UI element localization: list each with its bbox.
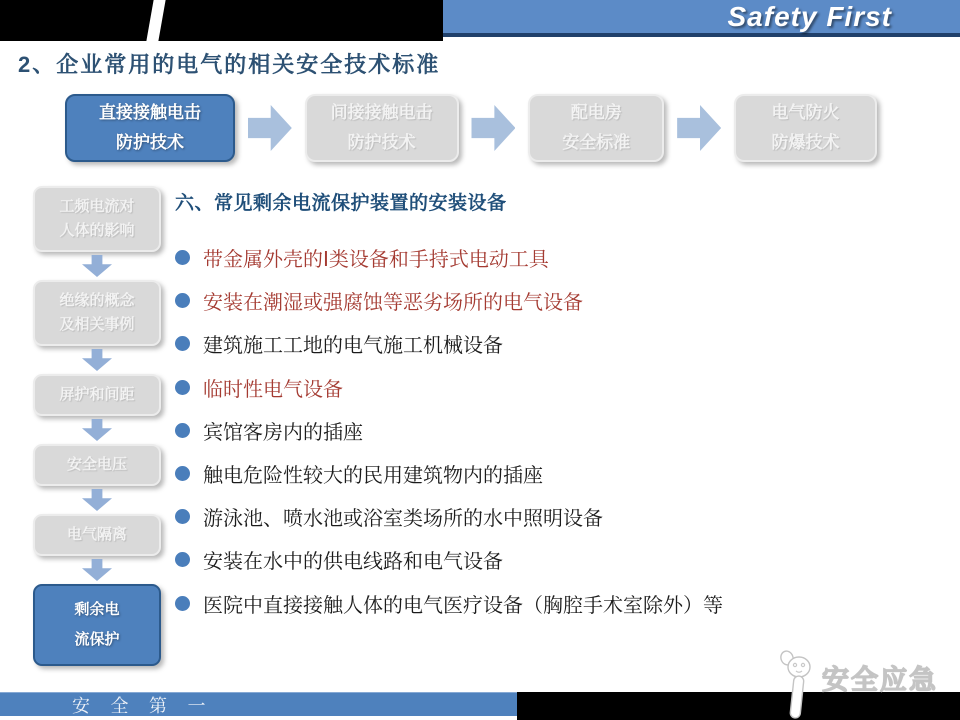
bullet-item bbox=[175, 495, 950, 538]
arrow-down-icon bbox=[82, 559, 112, 581]
flow-step-label: 间接接触电击 bbox=[330, 103, 433, 123]
brand-text: Safety First bbox=[727, 0, 892, 32]
sidebar-item-label: 工频电流对 bbox=[59, 198, 135, 215]
bullet-text: 游泳池、喷水池或浴室类场所的水中照明设备 bbox=[203, 508, 603, 531]
bullet-dot-icon bbox=[175, 596, 190, 611]
bullet-item bbox=[175, 409, 950, 452]
flow-nav bbox=[65, 94, 877, 162]
bullet-item bbox=[175, 279, 950, 322]
bullet-dot-icon bbox=[175, 250, 190, 265]
sidebar-item-label: 屏护和间距 bbox=[59, 386, 135, 403]
flow-step-label: 安全标准 bbox=[562, 133, 631, 152]
bullet-item bbox=[175, 538, 950, 581]
bullet-dot-icon bbox=[175, 423, 190, 438]
bullet-dot-icon bbox=[175, 552, 190, 567]
flow-step-label: 防护技术 bbox=[347, 133, 416, 152]
flow-step-label: 电气防火 bbox=[771, 103, 840, 123]
flow-step-fire-explosion-protection[interactable] bbox=[734, 94, 877, 162]
sidebar-item-safety-voltage[interactable] bbox=[33, 444, 161, 486]
flow-step-label: 防爆技术 bbox=[771, 133, 840, 152]
top-bar-black bbox=[0, 0, 443, 41]
flow-step-label: 配电房 bbox=[570, 103, 622, 123]
flow-step-power-room-standard[interactable] bbox=[528, 94, 664, 162]
bullet-text: 宾馆客房内的插座 bbox=[203, 421, 363, 444]
bullet-dot-icon bbox=[175, 380, 190, 395]
sidebar-item-label: 安全电压 bbox=[66, 456, 127, 473]
sidebar-item-insulation-concept[interactable] bbox=[33, 280, 161, 346]
mascot-icon bbox=[776, 650, 818, 720]
sidebar-item-label: 剩余电 bbox=[74, 601, 120, 618]
main-content bbox=[175, 188, 950, 625]
brand-logo bbox=[776, 650, 938, 720]
sidebar-item-power-frequency-current[interactable] bbox=[33, 186, 161, 252]
sidebar-item-label: 绝缘的概念 bbox=[59, 292, 135, 309]
bullet-text: 带金属外壳的Ⅰ类设备和手持式电动工具 bbox=[203, 249, 549, 272]
bullet-dot-icon bbox=[175, 509, 190, 524]
sidebar-item-label: 流保护 bbox=[74, 631, 120, 648]
flow-step-label: 直接接触电击 bbox=[99, 103, 201, 123]
bullet-list bbox=[175, 236, 950, 625]
sidebar-item-electrical-isolation[interactable] bbox=[33, 514, 161, 556]
top-bar-blue bbox=[443, 0, 960, 37]
bullet-dot-icon bbox=[175, 293, 190, 308]
bullet-item bbox=[175, 322, 950, 365]
bullet-text: 医院中直接接触人体的电气医疗设备（胸腔手术室除外）等 bbox=[203, 594, 723, 617]
page-title: 2、企业常用的电气的相关安全技术标准 bbox=[18, 52, 441, 77]
bullet-text: 临时性电气设备 bbox=[203, 378, 343, 401]
sidebar-flow bbox=[33, 186, 161, 666]
bullet-text: 触电危险性较大的民用建筑物内的插座 bbox=[203, 465, 543, 488]
bullet-item bbox=[175, 582, 950, 625]
footer-slogan: 安 全 第 一 bbox=[72, 695, 214, 716]
bullet-text: 安装在潮湿或强腐蚀等恶劣场所的电气设备 bbox=[203, 292, 583, 315]
bullet-dot-icon bbox=[175, 466, 190, 481]
flow-step-indirect-contact-protection[interactable] bbox=[305, 94, 459, 162]
brand-logo-text: 安全应急 bbox=[822, 665, 938, 695]
arrow-down-icon bbox=[82, 349, 112, 371]
bullet-item bbox=[175, 452, 950, 495]
arrow-right-icon bbox=[471, 105, 515, 151]
arrow-down-icon bbox=[82, 255, 112, 277]
arrow-right-icon bbox=[677, 105, 721, 151]
sidebar-item-label: 电气隔离 bbox=[66, 526, 127, 543]
arrow-right-icon bbox=[248, 105, 292, 151]
flow-step-label: 防护技术 bbox=[116, 133, 184, 152]
bullet-text: 建筑施工工地的电气施工机械设备 bbox=[203, 335, 503, 358]
arrow-down-icon bbox=[82, 419, 112, 441]
section-heading: 六、常见剩余电流保护装置的安装设备 bbox=[175, 193, 507, 214]
bullet-dot-icon bbox=[175, 336, 190, 351]
sidebar-item-label: 人体的影响 bbox=[59, 222, 135, 239]
bullet-item bbox=[175, 366, 950, 409]
bottom-bar-blue bbox=[0, 692, 517, 716]
flow-step-direct-contact-protection[interactable] bbox=[65, 94, 235, 162]
sidebar-item-residual-current-protection[interactable] bbox=[33, 584, 161, 666]
sidebar-item-label: 及相关事例 bbox=[59, 316, 135, 333]
sidebar-item-screening-clearance[interactable] bbox=[33, 374, 161, 416]
bullet-item bbox=[175, 236, 950, 279]
bullet-text: 安装在水中的供电线路和电气设备 bbox=[203, 551, 503, 574]
arrow-down-icon bbox=[82, 489, 112, 511]
